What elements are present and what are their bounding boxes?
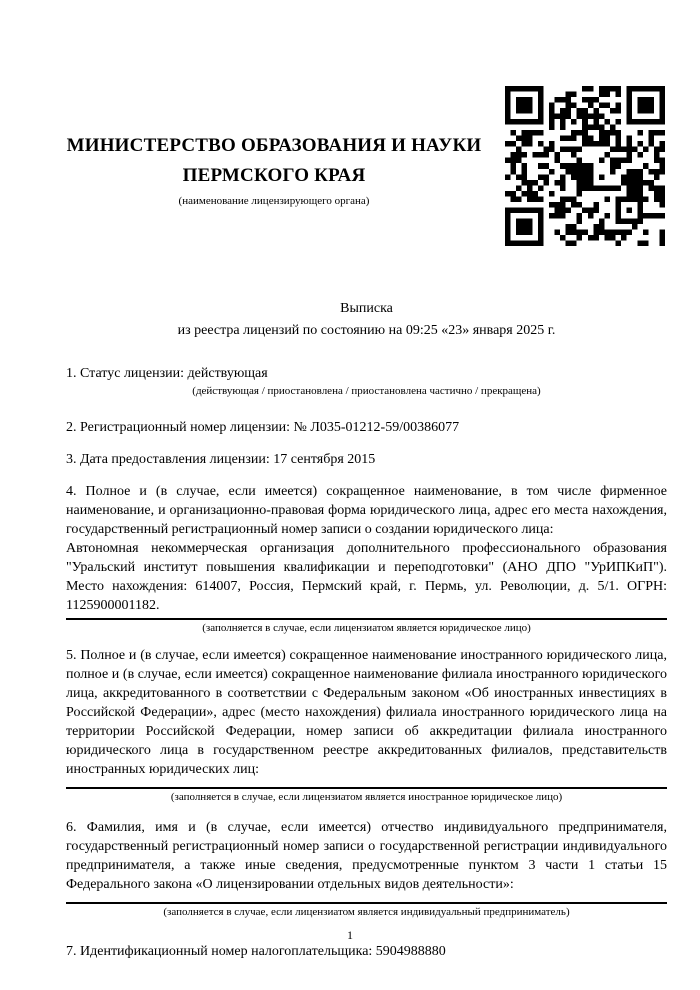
- foreign-entity-label: 5. Полное и (в случае, если имеется) сокращенное наименование иностранного юридического лица, полное и (в случае, если имеется) сокращенное наименование филиала иностранного юридического лица, аккредитованного в соответствии с Федеральным законом «Об иностранных инвестициях в Российской Федерации», адрес (место нахождения) филиала иностранного юридического лица на территории Российской Федерации, номер записи об аккредитации филиала иностранного юридического лица в государственном реестре аккредитованных филиалов, представительств иностранных юридических лиц:: [66, 648, 667, 777]
- document-body: [66, 298, 667, 961]
- item-foreign-entity: [66, 646, 667, 805]
- title-line1: Выписка: [340, 301, 393, 316]
- license-status-options-caption: (действующая / приостановлена / приостановлена частично / прекращена): [192, 385, 541, 397]
- individual-entrepreneur-caption: (заполняется в случае, если лицензиатом является индивидуальный предприниматель): [163, 906, 570, 918]
- qr-code: [505, 86, 665, 246]
- legal-entity-label: 4. Полное и (в случае, если имеется) сокращенное наименование, в том числе фирменное наименование, и организационно-правовая форма юридического лица, адрес его места нахождения, государственный регистрационный номер записи о создании юридического лица:: [66, 484, 667, 537]
- registration-number-text: 2. Регистрационный номер лицензии: № Л035-01212-59/00386077: [66, 420, 460, 435]
- license-status-text: 1. Статус лицензии: действующая: [66, 366, 268, 381]
- item-registration-number: [66, 418, 667, 437]
- title-line2: из реестра лицензий по состоянию на 09:25 «23» января 2025 г.: [177, 323, 556, 338]
- page-number: 1: [347, 928, 353, 942]
- legal-entity-caption: (заполняется в случае, если лицензиатом является юридическое лицо): [202, 622, 531, 634]
- legal-entity-value: Автономная некоммерческая организация дополнительного профессионального образования "Уральский институт повышения квалификации и переподготовки" (АНО ДПО "УрИПКиП"). Место нахождения: 614007, Россия, Пермский край, г. Пермь, ул. Революции, д. 5/1. ОГРН: 1125900001182.: [66, 541, 667, 613]
- item-taxpayer-number: [66, 942, 667, 961]
- ministry-header: [54, 131, 494, 208]
- item-license-status: [66, 364, 667, 399]
- document-title: [66, 298, 667, 342]
- license-date-text: 3. Дата предоставления лицензии: 17 сентября 2015: [66, 452, 376, 467]
- item-legal-entity: [66, 482, 667, 636]
- fill-line-foreign-entity: [66, 787, 667, 789]
- foreign-entity-caption: (заполняется в случае, если лицензиатом является иностранное юридическое лицо): [170, 791, 563, 803]
- fill-line-individual-entrepreneur: [66, 902, 667, 904]
- item-individual-entrepreneur: [66, 818, 667, 920]
- individual-entrepreneur-label: 6. Фамилия, имя и (в случае, если имеется) отчество индивидуального предпринимателя, государственный регистрационный номер записи о государственной регистрации индивидуального предпринимателя, а также иные сведения, предусмотренные пунктом 3 части 1 статьи 15 Федерального закона «О лицензировании отдельных видов деятельности»:: [66, 820, 667, 892]
- licensing-authority-caption: (наименование лицензирующего органа): [178, 195, 370, 207]
- fill-line-legal-entity: [66, 618, 667, 620]
- taxpayer-number-text: 7. Идентификационный номер налогоплательщика: 5904988880: [66, 944, 446, 959]
- ministry-name-line1: МИНИСТЕРСТВО ОБРАЗОВАНИЯ И НАУКИ: [66, 135, 482, 156]
- ministry-name-line2: ПЕРМСКОГО КРАЯ: [182, 165, 366, 186]
- item-license-date: [66, 450, 667, 469]
